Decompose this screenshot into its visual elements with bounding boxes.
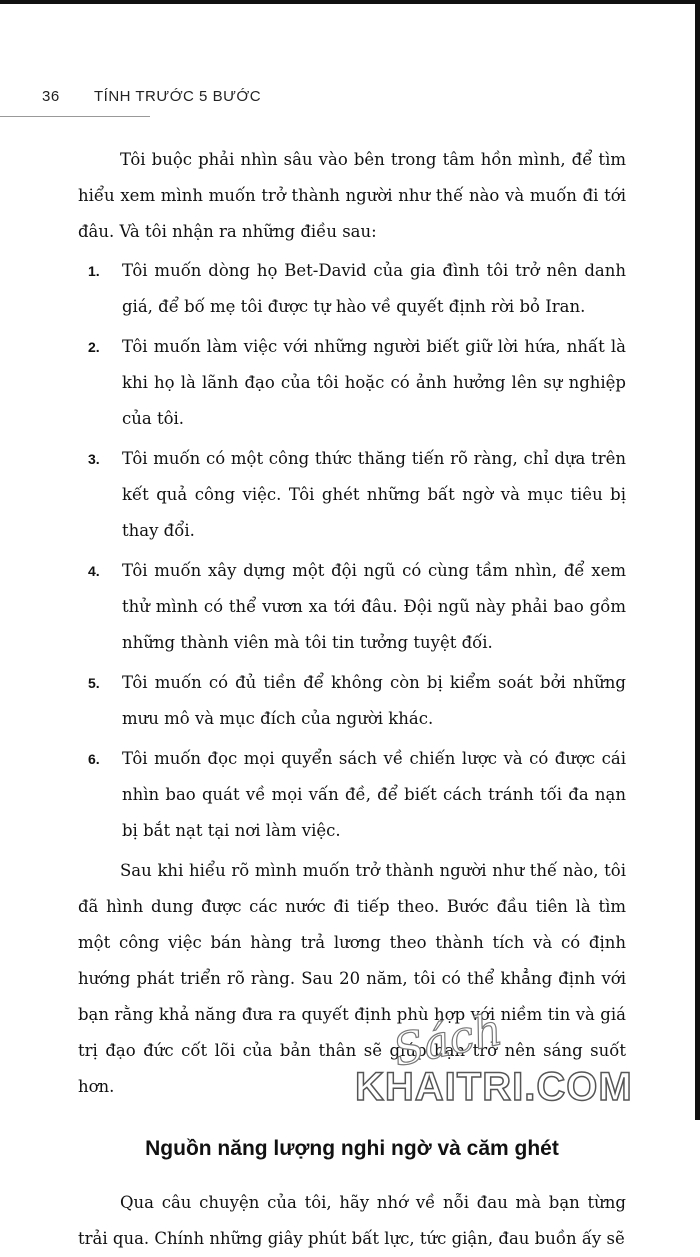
- page-number: 36: [42, 88, 60, 105]
- watermark-script: Sách: [388, 1004, 507, 1077]
- section-paragraph: Qua câu chuyện của tôi, hãy nhớ về nỗi đau mà bạn từng trải qua. Chính những giây phút bất lực, tức giận, đau buồn ấy sẽ: [78, 1193, 626, 1248]
- list-item: [88, 329, 626, 437]
- list-item-text: Tôi muốn đọc mọi quyển sách về chiến lược và có được cái nhìn bao quát về mọi vấn đề, để biết cách tránh tối đa nạn bị bắt nạt tại nơi làm việc.: [122, 749, 626, 840]
- list-number: 2.: [88, 339, 100, 355]
- conclusion-paragraph: Sau khi hiểu rõ mình muốn trở thành người như thế nào, tôi đã hình dung được các nước đi tiếp theo. Bước đầu tiên là tìm một công việc bán hàng trả lương theo thành tích và có định hướng phát triển rõ ràng. Sau 20 năm, tôi có thể khẳng định với bạn rằng khả năng đưa ra quyết định phù hợp với niềm tin và giá trị đạo đức cốt lõi của bản thân sẽ giúp bạn trở nên sáng suốt hơn.: [78, 861, 626, 1096]
- list-item: [88, 441, 626, 549]
- running-title: TÍNH TRƯỚC 5 BƯỚC: [94, 88, 262, 105]
- right-border: [695, 0, 700, 1120]
- top-border: [0, 0, 700, 4]
- section-heading: Nguồn năng lượng nghi ngờ và căm ghét: [145, 1137, 559, 1160]
- list-number: 3.: [88, 451, 100, 467]
- page-header: [42, 88, 261, 105]
- watermark-logo: [355, 1004, 695, 1115]
- list-number: 5.: [88, 675, 100, 691]
- list-item-text: Tôi muốn xây dựng một đội ngũ có cùng tầm nhìn, để xem thử mình có thể vươn xa tới đâu. Đội ngũ này phải bao gồm những thành viên mà tôi tin tưởng tuyệt đối.: [122, 561, 626, 652]
- watermark-brand: KHAITRI.COM: [355, 1065, 633, 1109]
- list-item: [88, 553, 626, 661]
- list-item-text: Tôi muốn làm việc với những người biết giữ lời hứa, nhất là khi họ là lãnh đạo của tôi hoặc có ảnh hưởng lên sự nghiệp của tôi.: [122, 337, 626, 428]
- list-item: [88, 741, 626, 849]
- list-number: 6.: [88, 751, 100, 767]
- list-item-text: Tôi muốn có một công thức thăng tiến rõ ràng, chỉ dựa trên kết quả công việc. Tôi ghét những bất ngờ và mục tiêu bị thay đổi.: [122, 449, 626, 540]
- list-item: [88, 665, 626, 737]
- list-item: [88, 253, 626, 325]
- goals-list: [78, 253, 626, 849]
- list-item-text: Tôi muốn có đủ tiền để không còn bị kiểm soát bởi những mưu mô và mục đích của người khác.: [122, 673, 626, 728]
- list-item-text: Tôi muốn dòng họ Bet-David của gia đình tôi trở nên danh giá, để bố mẹ tôi được tự hào về quyết định rời bỏ Iran.: [122, 261, 626, 316]
- list-number: 1.: [88, 263, 100, 279]
- header-rule: [0, 116, 150, 117]
- list-number: 4.: [88, 563, 100, 579]
- intro-paragraph: Tôi buộc phải nhìn sâu vào bên trong tâm hồn mình, để tìm hiểu xem mình muốn trở thành người như thế nào và muốn đi tới đâu. Và tôi nhận ra những điều sau:: [78, 150, 626, 241]
